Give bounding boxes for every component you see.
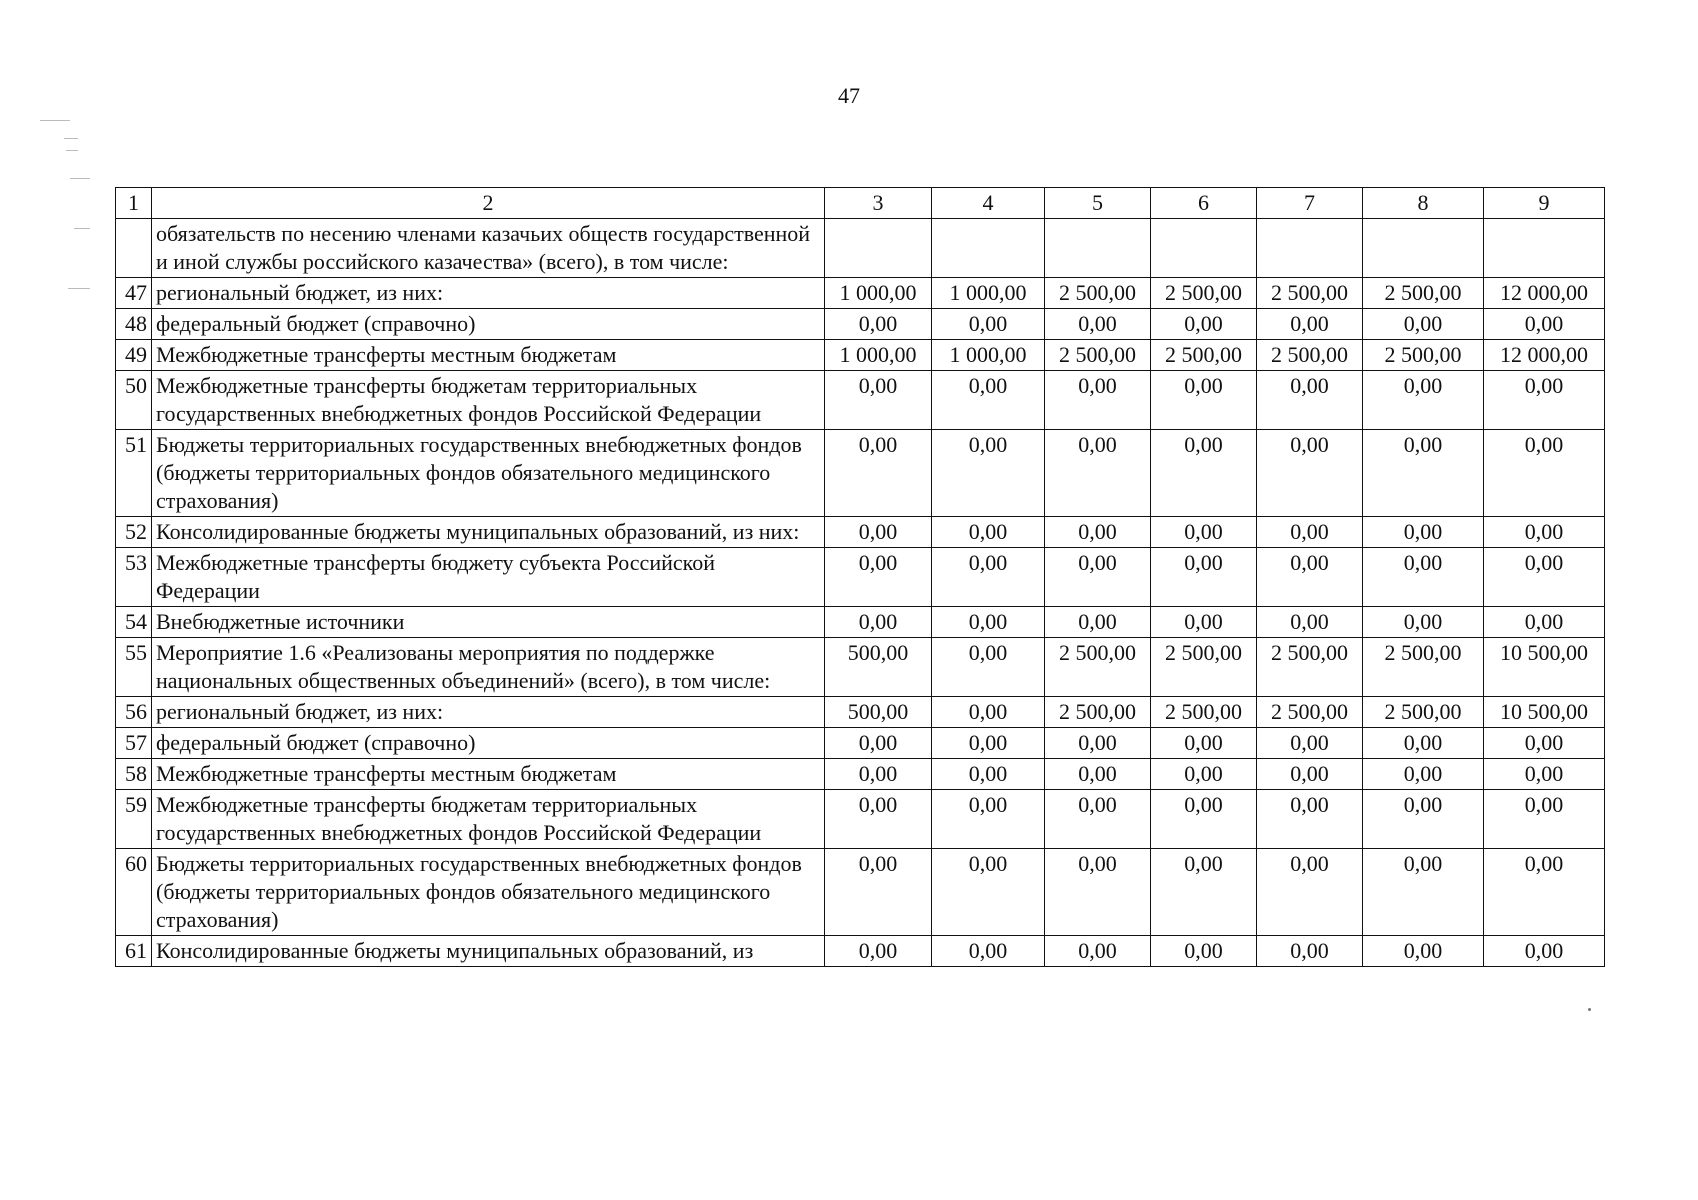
value-cell-col-4: 0,00 xyxy=(932,309,1045,340)
value-cell-col-8: 0,00 xyxy=(1363,430,1484,517)
value-cell-col-6: 0,00 xyxy=(1151,430,1257,517)
value-cell-col-7: 0,00 xyxy=(1257,517,1363,548)
value-cell-col-6: 0,00 xyxy=(1151,517,1257,548)
row-number: 49 xyxy=(116,340,152,371)
value-cell-col-3: 500,00 xyxy=(825,697,932,728)
value-cell-col-9: 0,00 xyxy=(1484,759,1605,790)
value-cell-col-3: 0,00 xyxy=(825,309,932,340)
row-description: Межбюджетные трансферты бюджетам территориальных государственных внебюджетных фондов Российской Федерации xyxy=(152,371,825,430)
value-cell-col-5: 0,00 xyxy=(1045,517,1151,548)
value-cell-col-4: 1 000,00 xyxy=(932,278,1045,309)
value-cell-col-9: 0,00 xyxy=(1484,430,1605,517)
value-cell-col-3: 0,00 xyxy=(825,517,932,548)
row-number: 50 xyxy=(116,371,152,430)
value-cell-col-7: 2 500,00 xyxy=(1257,697,1363,728)
row-number xyxy=(116,219,152,278)
value-cell-col-4: 0,00 xyxy=(932,548,1045,607)
value-cell-col-7 xyxy=(1257,219,1363,278)
table-row xyxy=(116,790,1605,849)
value-cell-col-5 xyxy=(1045,219,1151,278)
row-description: Внебюджетные источники xyxy=(152,607,825,638)
column-header-5: 5 xyxy=(1045,188,1151,219)
value-cell-col-9: 10 500,00 xyxy=(1484,638,1605,697)
value-cell-col-9: 0,00 xyxy=(1484,548,1605,607)
row-number: 57 xyxy=(116,728,152,759)
value-cell-col-5: 0,00 xyxy=(1045,728,1151,759)
value-cell-col-5: 0,00 xyxy=(1045,936,1151,967)
value-cell-col-4: 0,00 xyxy=(932,607,1045,638)
value-cell-col-4: 0,00 xyxy=(932,936,1045,967)
value-cell-col-9 xyxy=(1484,219,1605,278)
value-cell-col-7: 0,00 xyxy=(1257,430,1363,517)
value-cell-col-3: 1 000,00 xyxy=(825,340,932,371)
value-cell-col-7: 0,00 xyxy=(1257,728,1363,759)
value-cell-col-6: 0,00 xyxy=(1151,309,1257,340)
table-row xyxy=(116,849,1605,936)
row-number: 61 xyxy=(116,936,152,967)
value-cell-col-8: 2 500,00 xyxy=(1363,697,1484,728)
column-header-3: 3 xyxy=(825,188,932,219)
value-cell-col-7: 0,00 xyxy=(1257,548,1363,607)
value-cell-col-9: 10 500,00 xyxy=(1484,697,1605,728)
value-cell-col-3: 0,00 xyxy=(825,548,932,607)
row-description: Бюджеты территориальных государственных внебюджетных фондов (бюджеты территориальных фондов обязательного медицинского страхования) xyxy=(152,430,825,517)
table-row xyxy=(116,219,1605,278)
row-description: федеральный бюджет (справочно) xyxy=(152,728,825,759)
table-row xyxy=(116,728,1605,759)
value-cell-col-8: 0,00 xyxy=(1363,728,1484,759)
scan-artifact xyxy=(30,118,110,338)
value-cell-col-9: 0,00 xyxy=(1484,309,1605,340)
value-cell-col-8: 2 500,00 xyxy=(1363,278,1484,309)
value-cell-col-6: 0,00 xyxy=(1151,371,1257,430)
value-cell-col-6: 2 500,00 xyxy=(1151,638,1257,697)
value-cell-col-7: 2 500,00 xyxy=(1257,638,1363,697)
row-number: 53 xyxy=(116,548,152,607)
value-cell-col-6: 0,00 xyxy=(1151,759,1257,790)
value-cell-col-4: 0,00 xyxy=(932,517,1045,548)
row-number: 54 xyxy=(116,607,152,638)
value-cell-col-4: 1 000,00 xyxy=(932,340,1045,371)
value-cell-col-6: 0,00 xyxy=(1151,607,1257,638)
value-cell-col-5: 0,00 xyxy=(1045,759,1151,790)
table-row xyxy=(116,278,1605,309)
table-row xyxy=(116,638,1605,697)
value-cell-col-3: 0,00 xyxy=(825,430,932,517)
value-cell-col-5: 2 500,00 xyxy=(1045,697,1151,728)
value-cell-col-5: 2 500,00 xyxy=(1045,340,1151,371)
column-header-9: 9 xyxy=(1484,188,1605,219)
value-cell-col-7: 0,00 xyxy=(1257,790,1363,849)
row-description: Консолидированные бюджеты муниципальных образований, из xyxy=(152,936,825,967)
row-number: 56 xyxy=(116,697,152,728)
value-cell-col-4: 0,00 xyxy=(932,790,1045,849)
table-row xyxy=(116,548,1605,607)
table-body xyxy=(116,188,1605,967)
value-cell-col-5: 0,00 xyxy=(1045,430,1151,517)
value-cell-col-8: 0,00 xyxy=(1363,849,1484,936)
table-row xyxy=(116,759,1605,790)
row-description: региональный бюджет, из них: xyxy=(152,278,825,309)
value-cell-col-8: 2 500,00 xyxy=(1363,638,1484,697)
value-cell-col-6: 0,00 xyxy=(1151,548,1257,607)
value-cell-col-8: 2 500,00 xyxy=(1363,340,1484,371)
row-number: 59 xyxy=(116,790,152,849)
row-number: 51 xyxy=(116,430,152,517)
table-row xyxy=(116,517,1605,548)
value-cell-col-4: 0,00 xyxy=(932,430,1045,517)
value-cell-col-6: 0,00 xyxy=(1151,790,1257,849)
value-cell-col-9: 0,00 xyxy=(1484,849,1605,936)
value-cell-col-7: 0,00 xyxy=(1257,936,1363,967)
value-cell-col-5: 2 500,00 xyxy=(1045,278,1151,309)
value-cell-col-4: 0,00 xyxy=(932,697,1045,728)
value-cell-col-3: 500,00 xyxy=(825,638,932,697)
table-row xyxy=(116,936,1605,967)
value-cell-col-7: 0,00 xyxy=(1257,607,1363,638)
value-cell-col-6: 0,00 xyxy=(1151,936,1257,967)
table-row xyxy=(116,607,1605,638)
row-description: Межбюджетные трансферты местным бюджетам xyxy=(152,340,825,371)
value-cell-col-6: 2 500,00 xyxy=(1151,278,1257,309)
scan-dot xyxy=(1588,1008,1591,1011)
value-cell-col-8: 0,00 xyxy=(1363,309,1484,340)
row-description: Мероприятие 1.6 «Реализованы мероприятия по поддержке национальных общественных объединений» (всего), в том числе: xyxy=(152,638,825,697)
row-description: федеральный бюджет (справочно) xyxy=(152,309,825,340)
value-cell-col-4: 0,00 xyxy=(932,371,1045,430)
column-header-4: 4 xyxy=(932,188,1045,219)
budget-table xyxy=(115,187,1605,967)
table-row xyxy=(116,371,1605,430)
value-cell-col-3: 0,00 xyxy=(825,759,932,790)
value-cell-col-6 xyxy=(1151,219,1257,278)
value-cell-col-5: 0,00 xyxy=(1045,309,1151,340)
column-header-7: 7 xyxy=(1257,188,1363,219)
row-description: Межбюджетные трансферты местным бюджетам xyxy=(152,759,825,790)
row-description: региональный бюджет, из них: xyxy=(152,697,825,728)
value-cell-col-3: 0,00 xyxy=(825,849,932,936)
value-cell-col-9: 0,00 xyxy=(1484,607,1605,638)
page-number: 47 xyxy=(838,83,860,108)
column-header-row xyxy=(116,188,1605,219)
value-cell-col-5: 0,00 xyxy=(1045,607,1151,638)
row-number: 48 xyxy=(116,309,152,340)
row-description: Консолидированные бюджеты муниципальных образований, из них: xyxy=(152,517,825,548)
value-cell-col-7: 0,00 xyxy=(1257,759,1363,790)
column-header-8: 8 xyxy=(1363,188,1484,219)
value-cell-col-5: 2 500,00 xyxy=(1045,638,1151,697)
table-row xyxy=(116,309,1605,340)
row-description: Бюджеты территориальных государственных внебюджетных фондов (бюджеты территориальных фондов обязательного медицинского страхования) xyxy=(152,849,825,936)
column-header-1: 1 xyxy=(116,188,152,219)
value-cell-col-6: 0,00 xyxy=(1151,728,1257,759)
value-cell-col-3: 1 000,00 xyxy=(825,278,932,309)
value-cell-col-4: 0,00 xyxy=(932,728,1045,759)
value-cell-col-8: 0,00 xyxy=(1363,607,1484,638)
value-cell-col-6: 2 500,00 xyxy=(1151,340,1257,371)
value-cell-col-4: 0,00 xyxy=(932,849,1045,936)
value-cell-col-6: 2 500,00 xyxy=(1151,697,1257,728)
value-cell-col-8: 0,00 xyxy=(1363,936,1484,967)
row-number: 60 xyxy=(116,849,152,936)
value-cell-col-3: 0,00 xyxy=(825,936,932,967)
row-number: 58 xyxy=(116,759,152,790)
value-cell-col-7: 0,00 xyxy=(1257,849,1363,936)
row-description: Межбюджетные трансферты бюджету субъекта Российской Федерации xyxy=(152,548,825,607)
column-header-6: 6 xyxy=(1151,188,1257,219)
value-cell-col-9: 0,00 xyxy=(1484,728,1605,759)
value-cell-col-4 xyxy=(932,219,1045,278)
row-number: 52 xyxy=(116,517,152,548)
value-cell-col-8: 0,00 xyxy=(1363,517,1484,548)
row-description: обязательств по несению членами казачьих обществ государственной и иной службы российского казачества» (всего), в том числе: xyxy=(152,219,825,278)
value-cell-col-4: 0,00 xyxy=(932,759,1045,790)
value-cell-col-9: 0,00 xyxy=(1484,790,1605,849)
value-cell-col-9: 0,00 xyxy=(1484,936,1605,967)
table-row xyxy=(116,430,1605,517)
value-cell-col-7: 0,00 xyxy=(1257,371,1363,430)
value-cell-col-3: 0,00 xyxy=(825,607,932,638)
value-cell-col-8: 0,00 xyxy=(1363,790,1484,849)
value-cell-col-8: 0,00 xyxy=(1363,371,1484,430)
value-cell-col-7: 2 500,00 xyxy=(1257,340,1363,371)
value-cell-col-7: 2 500,00 xyxy=(1257,278,1363,309)
row-number: 47 xyxy=(116,278,152,309)
value-cell-col-9: 12 000,00 xyxy=(1484,278,1605,309)
value-cell-col-5: 0,00 xyxy=(1045,849,1151,936)
value-cell-col-4: 0,00 xyxy=(932,638,1045,697)
value-cell-col-8: 0,00 xyxy=(1363,759,1484,790)
row-number: 55 xyxy=(116,638,152,697)
value-cell-col-3: 0,00 xyxy=(825,728,932,759)
value-cell-col-7: 0,00 xyxy=(1257,309,1363,340)
value-cell-col-3: 0,00 xyxy=(825,371,932,430)
table-row xyxy=(116,340,1605,371)
value-cell-col-5: 0,00 xyxy=(1045,790,1151,849)
table-row xyxy=(116,697,1605,728)
value-cell-col-8 xyxy=(1363,219,1484,278)
value-cell-col-9: 12 000,00 xyxy=(1484,340,1605,371)
row-description: Межбюджетные трансферты бюджетам территориальных государственных внебюджетных фондов Российской Федерации xyxy=(152,790,825,849)
value-cell-col-5: 0,00 xyxy=(1045,371,1151,430)
value-cell-col-3 xyxy=(825,219,932,278)
column-header-2: 2 xyxy=(152,188,825,219)
value-cell-col-6: 0,00 xyxy=(1151,849,1257,936)
value-cell-col-8: 0,00 xyxy=(1363,548,1484,607)
value-cell-col-5: 0,00 xyxy=(1045,548,1151,607)
value-cell-col-9: 0,00 xyxy=(1484,517,1605,548)
value-cell-col-3: 0,00 xyxy=(825,790,932,849)
value-cell-col-9: 0,00 xyxy=(1484,371,1605,430)
